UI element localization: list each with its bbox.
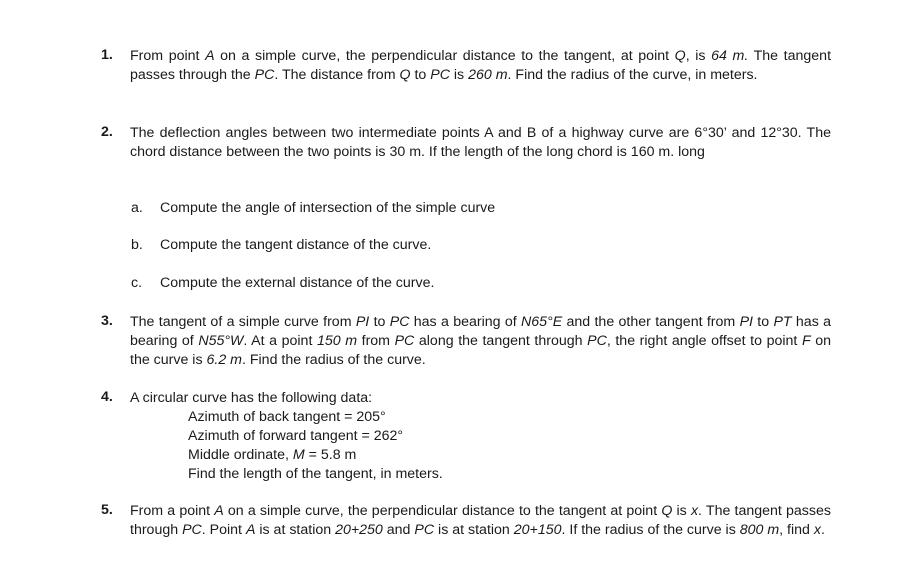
data-back-tangent: Azimuth of back tangent = 205° <box>188 409 386 425</box>
subitem-b <box>131 236 431 255</box>
problem-text: From a point A on a simple curve, the perpendicular distance to the tangent at point Q is x. The tangent passes through PC. Point A is at station 20+250 and PC is at station 20+150. If the radius of the curve is 800 m, find x. <box>130 503 831 538</box>
problem-number: 1. <box>101 47 113 63</box>
subitem-text: Compute the external distance of the curve. <box>160 275 435 291</box>
problem-number: 5. <box>101 502 113 518</box>
problem-text: The deflection angles between two intermediate points A and B of a highway curve are 6°30’ and 12°30. The chord distance between the two points is 30 m. If the length of the long chord is 160 m. long <box>130 125 831 160</box>
subitem-letter: b. <box>131 237 143 253</box>
subitem-letter: c. <box>131 275 143 291</box>
problem-text: A circular curve has the following data: <box>130 390 373 406</box>
problem-text: The tangent of a simple curve from PI to PC has a bearing of N65°E and the other tangent from PI to PT has a bearing of N55°W. At a point 150 m from PC along the tangent through PC, the right angle offset to point F on the curve is 6.2 m. Find the radius of the curve. <box>130 314 832 368</box>
data-middle-ordinate: Middle ordinate, M = 5.8 m <box>188 447 357 463</box>
subitem-letter: a. <box>131 200 143 216</box>
data-find-instruction: Find the length of the tangent, in meters. <box>188 466 443 482</box>
problem-number: 4. <box>101 389 113 405</box>
subitem-text: Compute the tangent distance of the curve. <box>160 237 432 253</box>
subitem-c <box>131 274 434 293</box>
problem-number: 3. <box>101 313 113 329</box>
subitem-a <box>131 199 495 218</box>
data-forward-tangent: Azimuth of forward tangent = 262° <box>188 428 404 444</box>
problem-text: From point A on a simple curve, the perpendicular distance to the tangent, at point Q, is 64 m. The tangent passes through the PC. The distance from Q to PC is 260 m. Find the radius of the curve, in meters. <box>130 48 832 83</box>
problem-number: 2. <box>101 124 113 140</box>
subitem-text: Compute the angle of intersection of the simple curve <box>160 200 496 216</box>
